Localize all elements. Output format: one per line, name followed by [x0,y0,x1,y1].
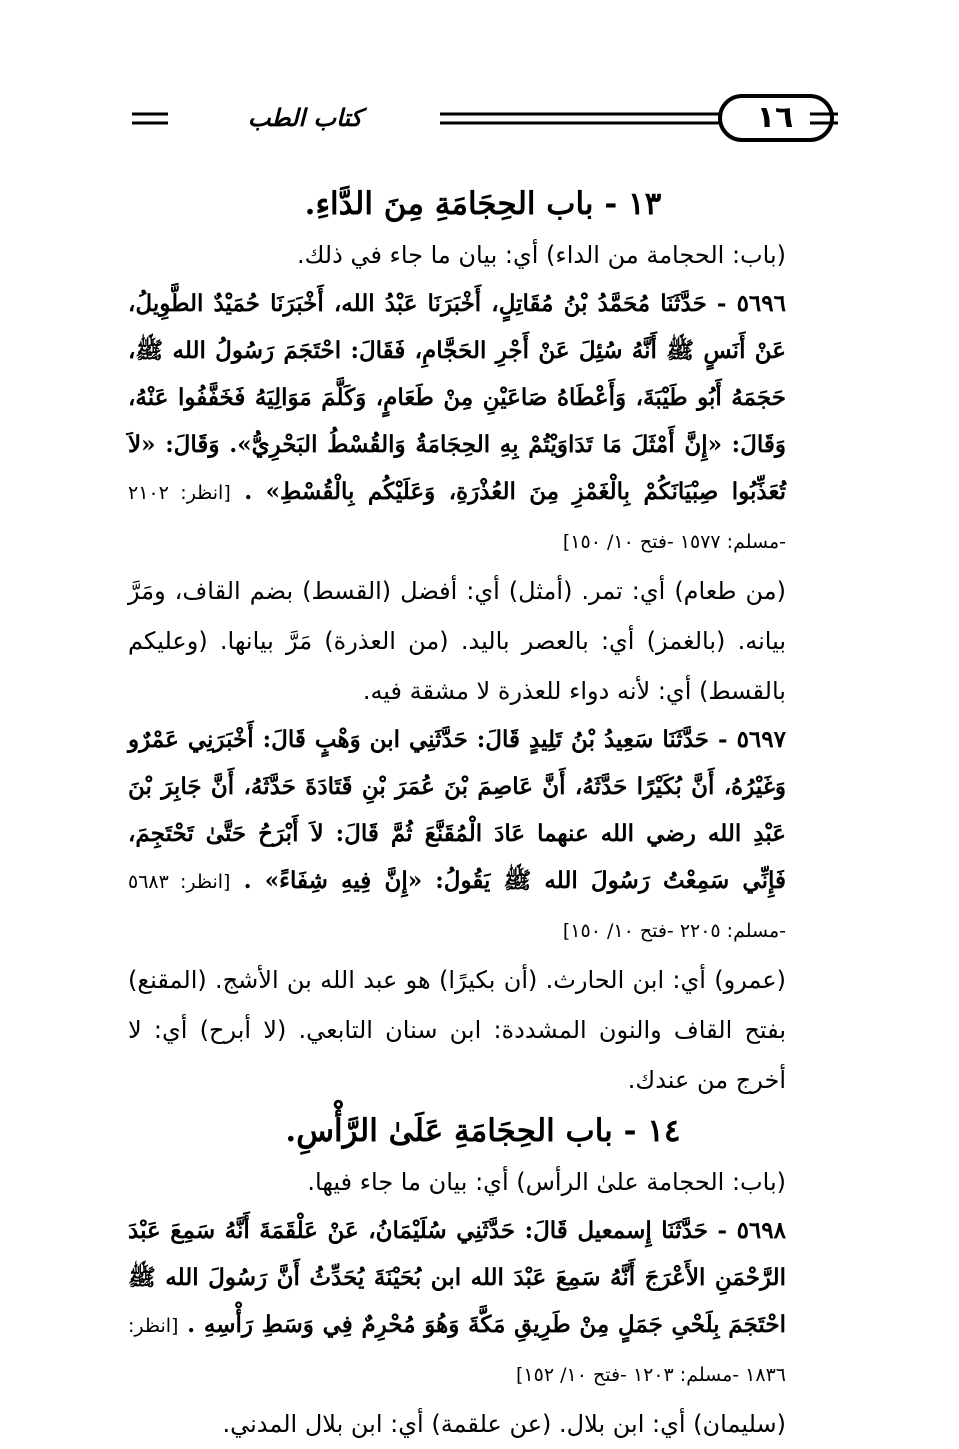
page-number: ١٦ [756,100,794,135]
hadith-paragraph [128,716,838,955]
hadith-text: ٥٦٩٦ - حَدَّثَنَا مُحَمَّدُ بْنُ مُقَاتِلٍ، أَخْبَرَنَا عَبْدُ الله، أَخْبَرَنَا حُمَيْدٌ الطَّوِيلُ، عَنْ أَنَسٍ ﷺ أَنَّهُ سُئِلَ عَنْ أَجْرِ الحَجَّامِ، فَقَالَ: احْتَجَمَ رَسُولُ الله ﷺ، حَجَمَهُ أَبُو طَيْبَةَ، وَأَعْطَاهُ صَاعَيْنِ مِنْ طَعَامٍ، وَكَلَّمَ مَوَالِيَهُ فَخَفَّفُوا عَنْهُ، وَقَالَ: «إِنَّ أَمْثَلَ مَا تَدَاوَيْتُمْ بِهِ الحِجَامَةُ وَالقُسْطُ البَحْرِيُّ». وَقَالَ: «لاَ تُعَذِّبُوا صِبْيَانَكُمْ بِالْغَمْزِ مِنَ العُذْرَةِ، وَعَلَيْكُم بِالْقُسْطِ» . [128,290,786,505]
hadith-paragraph [128,1207,838,1399]
hadith-text: ٥٦٩٨ - حَدَّثَنَا إِسمعيل قَالَ: حَدَّثَنِي سُلَيْمَانُ، عَنْ عَلْقَمَةَ أَنَّهُ سَمِعَ عَبْدَ الرَّحْمَنِ الأَعْرَجَ أَنَّهُ سَمِعَ عَبْدَ الله ابن بُحَيْنَةَ يُحَدِّثُ أَنَّ رَسُولَ الله ﷺ احْتَجَمَ بِلَحْىِ جَمَلٍ مِنْ طَرِيقِ مَكَّةَ وَهُوَ مُحْرِمٌ فِي وَسَطِ رَأْسِهِ . [128,1217,786,1338]
running-title: كتاب الطب [247,104,363,132]
page-header [120,88,840,148]
commentary-paragraph: (باب: الحجامة علىٰ الرأس) أي: بيان ما جاء فيها. [307,1168,786,1196]
chapter-heading: ١٣ - باب الحِجَامَةِ مِنَ الدَّاءِ. [304,186,662,222]
commentary-paragraph: (من طعام) أي: تمر. (أمثل) أي: أفضل (القسط) بضم القاف، ومَرَّ بيانه. (بالغمز) أي: بالعصر باليد. (من العذرة) مَرَّ بيانها. (وعليكم بالقسط) أي: لأنه دواء للعذرة لا مشقة فيه. [128,577,786,705]
page-body [128,178,838,1449]
chapter-heading: ١٤ - باب الحِجَامَةِ عَلَىٰ الرَّأْسِ. [285,1113,681,1149]
hadith-paragraph [128,280,838,566]
hadith-text: ٥٦٩٧ - حَدَّثَنَا سَعِيدُ بْنُ تَلِيدٍ قَالَ: حَدَّثَنِي ابن وَهْبٍ قَالَ: أَخْبَرَنِي عَمْرٌو وَغَيْرُهُ، أَنَّ بُكَيْرًا حَدَّثَهُ، أَنَّ عَاصِمَ بْنَ عُمَرَ بْنِ قَتَادَةَ حَدَّثَهُ، أَنَّ جَابِرَ بْنَ عَبْدِ الله رضي الله عنهما عَادَ الْمُقَنَّعَ ثُمَّ قَالَ: لاَ أَبْرَحُ حَتَّىٰ تَحْتَجِمَ، فَإِنِّي سَمِعْتُ رَسُولَ الله ﷺ يَقُولُ: «إِنَّ فِيهِ شِفَاءً» . [128,726,787,894]
commentary-paragraph: (سليمان) أي: ابن بلال. (عن علقمة) أي: ابن بلال المدني. [222,1410,786,1438]
hadith-reference: [انظر: ١٨٣٦ -مسلم: ١٢٠٣ -فتح ١٠/ ١٥٢] [128,1315,786,1386]
commentary-paragraph: (عمرو) أي: ابن الحارث. (أن بكيرًا) هو عبد الله بن الأشج. (المقنع) بفتح القاف والنون المشددة: ابن سنان التابعي. (لا أبرح) أي: لا أخرج من عندك. [128,966,786,1094]
commentary-paragraph: (باب: الحجامة من الداء) أي: بيان ما جاء في ذلك. [296,241,786,269]
hadith-reference: [انظر: ٢١٠٢ -مسلم: ١٥٧٧ -فتح ١٠/ ١٥٠] [128,482,786,553]
hadith-reference: [انظر: ٥٦٨٣ -مسلم: ٢٢٠٥ -فتح ١٠/ ١٥٠] [128,871,786,942]
